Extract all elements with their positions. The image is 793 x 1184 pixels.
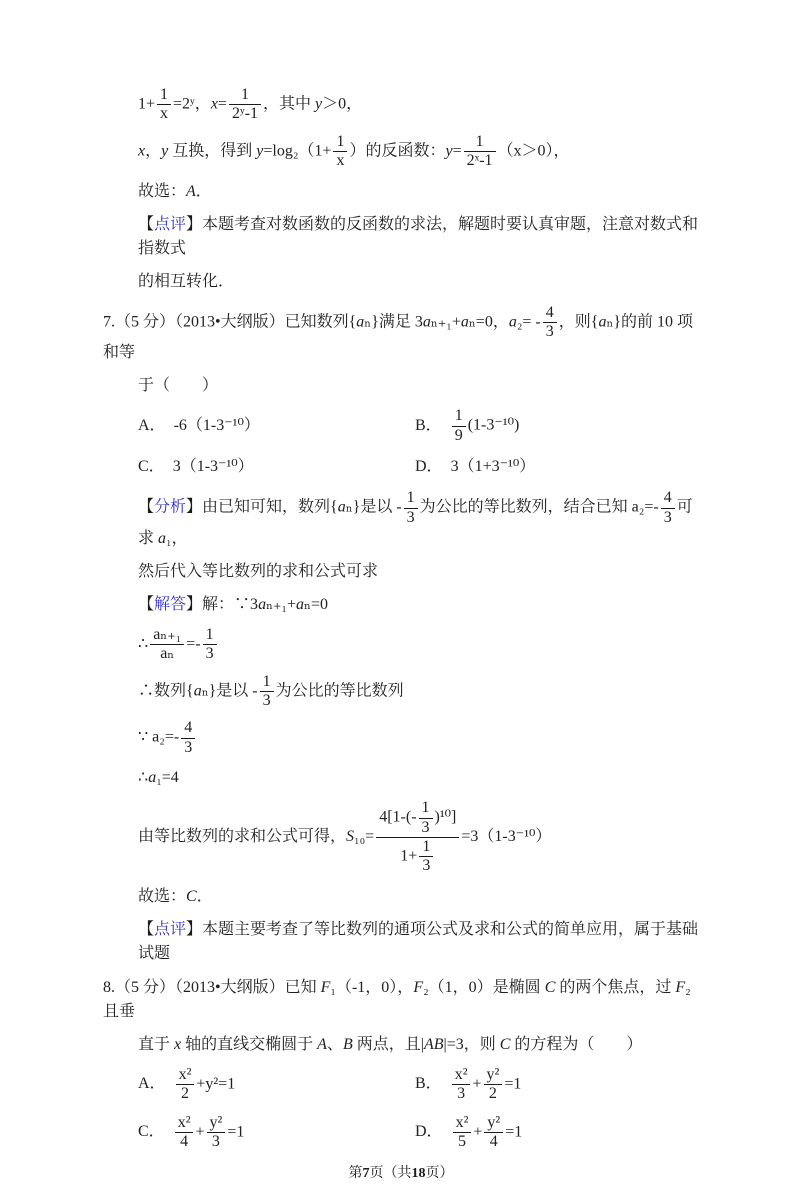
label-bracket-close: 】 bbox=[186, 498, 203, 516]
fraction bbox=[260, 673, 274, 711]
text-run: ₁， bbox=[166, 529, 188, 547]
text-run: 可求 bbox=[138, 498, 693, 547]
numerator: 1 bbox=[404, 489, 418, 508]
variable: A bbox=[317, 1035, 327, 1053]
denominator: 3 bbox=[457, 1085, 466, 1103]
q7-analysis-line-2 bbox=[138, 560, 699, 584]
variable: C bbox=[544, 978, 556, 996]
text-run: 然后代入等比数列的求和公式可求 bbox=[138, 562, 379, 580]
option-text: =1 bbox=[504, 1075, 522, 1093]
text-run: =log₂（1+ bbox=[263, 142, 332, 160]
option-text: +y²=1 bbox=[196, 1075, 236, 1093]
text-run: 故选： bbox=[138, 887, 187, 905]
variable: F bbox=[320, 978, 331, 996]
numerator: y² bbox=[484, 1114, 503, 1133]
text-run: 直于 bbox=[138, 1035, 175, 1053]
q7-analysis-line-1 bbox=[138, 489, 699, 551]
variable: y bbox=[445, 142, 453, 160]
chosen-option: A bbox=[186, 182, 196, 200]
label-text: 解答 bbox=[154, 595, 187, 613]
text-run: 互换，得到 bbox=[168, 142, 257, 160]
numerator bbox=[376, 799, 459, 838]
q6-comment-line bbox=[138, 213, 699, 261]
text-run: 、 bbox=[326, 1035, 343, 1053]
text-run: |=3，则 bbox=[443, 1035, 500, 1053]
text-run: 解：∵3 bbox=[202, 595, 259, 613]
denominator: 3 bbox=[406, 508, 415, 526]
variable: AB bbox=[423, 1035, 444, 1053]
fraction bbox=[543, 304, 557, 342]
numerator: 1 bbox=[203, 626, 217, 645]
denominator: 4 bbox=[180, 1132, 189, 1150]
label-bracket-open: 【 bbox=[138, 215, 155, 233]
text-run: 轴的直线交椭圆于 bbox=[181, 1035, 318, 1053]
fraction bbox=[404, 489, 418, 527]
text-run: 由等比数列的求和公式可得， bbox=[138, 828, 347, 846]
text-run: ∵ a₂=- bbox=[138, 729, 180, 747]
text-run: = bbox=[217, 95, 227, 113]
numerator: 1 bbox=[229, 86, 261, 105]
option-text: 3（1+3⁻¹⁰） bbox=[450, 458, 536, 476]
fraction bbox=[419, 799, 433, 837]
option-text: + bbox=[472, 1075, 482, 1093]
option-text: (1-3⁻¹⁰) bbox=[467, 416, 520, 434]
text-run: 本题主要考查了等比数列的通项公式及求和公式的简单应用，属于基础试题 bbox=[138, 920, 699, 962]
label-text: 点评 bbox=[154, 920, 187, 938]
variable: C bbox=[499, 1035, 511, 1053]
option-letter: A． bbox=[138, 1075, 166, 1093]
fraction bbox=[150, 626, 184, 664]
label-bracket-close: 】 bbox=[186, 595, 203, 613]
numerator: 4 bbox=[181, 719, 195, 738]
q7-solution-line-5 bbox=[138, 766, 699, 790]
option-text: -6（1-3⁻¹⁰） bbox=[173, 417, 260, 435]
variable: a bbox=[422, 313, 431, 331]
option-text: =1 bbox=[227, 1123, 245, 1141]
variable: a bbox=[193, 682, 202, 700]
text-run: ₂ 且垂 bbox=[103, 978, 691, 1020]
q7-option-d bbox=[415, 455, 699, 479]
numerator: 1 bbox=[260, 673, 274, 692]
denominator: 3 bbox=[421, 818, 430, 836]
footer-text: 第 bbox=[348, 1166, 363, 1182]
denominator: 3 bbox=[211, 1132, 220, 1150]
text-run: ， bbox=[145, 142, 162, 160]
text-run: ． bbox=[195, 182, 212, 200]
numerator: y² bbox=[207, 1114, 226, 1133]
big-fraction bbox=[376, 799, 459, 876]
fraction bbox=[452, 407, 466, 445]
q8-option-a bbox=[138, 1066, 415, 1104]
fraction bbox=[464, 133, 496, 171]
denominator: 2ʸ-1 bbox=[231, 105, 259, 123]
q6-formula-line-2 bbox=[138, 133, 699, 171]
denominator: aₙ bbox=[160, 645, 175, 663]
text-run: = bbox=[452, 142, 462, 160]
q8-option-d bbox=[415, 1114, 699, 1152]
label-bracket-close: 】 bbox=[186, 920, 203, 938]
option-letter: B． bbox=[415, 1075, 442, 1093]
fraction bbox=[452, 1066, 471, 1104]
text-run: =3（1-3⁻¹⁰） bbox=[461, 828, 552, 846]
numerator: 1 bbox=[452, 407, 466, 426]
q8-option-b bbox=[415, 1066, 699, 1104]
fraction bbox=[419, 838, 433, 876]
fraction bbox=[229, 86, 261, 124]
variable: a bbox=[337, 498, 346, 516]
denominator: 2 bbox=[180, 1085, 189, 1103]
text-run: 为公比的等比数列 bbox=[275, 682, 404, 700]
variable: x bbox=[174, 1035, 182, 1053]
text-run: 的方程为（ ） bbox=[510, 1035, 643, 1053]
denominator: 3 bbox=[545, 322, 554, 340]
text-run: ₙ=0， bbox=[468, 313, 509, 331]
numerator: x² bbox=[453, 1114, 472, 1133]
text-run: ₂= - bbox=[516, 313, 541, 331]
q7-options-row-2 bbox=[138, 455, 699, 479]
total-pages: 18 bbox=[411, 1166, 426, 1182]
variable: a bbox=[148, 769, 157, 787]
denominator: 9 bbox=[454, 426, 463, 444]
variable: y bbox=[161, 142, 169, 160]
variable: a bbox=[296, 595, 305, 613]
text-run: ． bbox=[196, 887, 213, 905]
label-text: 点评 bbox=[154, 215, 187, 233]
text-run: ₁（-1，0）， bbox=[330, 978, 414, 996]
q7-stem-line-2 bbox=[138, 374, 699, 398]
numerator: 4 bbox=[543, 304, 557, 323]
page-footer bbox=[103, 1163, 699, 1184]
variable: a bbox=[158, 529, 167, 547]
numerator: y² bbox=[484, 1066, 503, 1085]
denominator: 2ˣ-1 bbox=[466, 152, 493, 170]
variable: x bbox=[138, 142, 146, 160]
label-text: 分析 bbox=[154, 498, 187, 516]
text-run: ∴数列{ bbox=[138, 682, 194, 700]
q7-options-row-1 bbox=[138, 407, 699, 445]
denominator: x bbox=[160, 105, 169, 123]
q7-solution-line-2 bbox=[138, 626, 699, 664]
q7-solution-line-6 bbox=[138, 799, 699, 876]
q8-option-c bbox=[138, 1114, 415, 1152]
text-run: （x＞0）， bbox=[497, 142, 570, 160]
fraction bbox=[453, 1114, 472, 1152]
fraction bbox=[333, 133, 347, 171]
text-run: 1+ bbox=[138, 95, 156, 113]
option-letter: C． bbox=[138, 458, 165, 476]
text-run: ₙ₊₁+ bbox=[430, 313, 461, 331]
q8-stem-line-2 bbox=[138, 1033, 699, 1057]
label-bracket-open: 【 bbox=[138, 595, 155, 613]
denominator: 3 bbox=[205, 645, 214, 663]
option-text: + bbox=[473, 1123, 483, 1141]
denominator: 5 bbox=[457, 1132, 466, 1150]
text-run: ∴ bbox=[138, 635, 149, 653]
numerator: 1 bbox=[157, 86, 171, 105]
numerator: 1 bbox=[464, 133, 496, 152]
denominator: 4 bbox=[489, 1132, 498, 1150]
variable: y bbox=[315, 95, 323, 113]
q7-stem-line-1 bbox=[103, 304, 699, 366]
text-run: ，其中 bbox=[263, 95, 316, 113]
question-6-solution-tail bbox=[103, 86, 699, 294]
q6-comment-line-2 bbox=[138, 270, 699, 294]
option-letter: B． bbox=[415, 416, 442, 434]
denominator: 3 bbox=[663, 508, 672, 526]
variable: S bbox=[346, 828, 355, 846]
text-run: ₙ}是以 - bbox=[201, 682, 258, 700]
numerator: 1 bbox=[419, 799, 433, 818]
q8-options-row-2 bbox=[138, 1114, 699, 1152]
text-run: ₙ}是以 - bbox=[345, 498, 402, 516]
denominator: 3 bbox=[184, 738, 193, 756]
question-7 bbox=[103, 304, 699, 966]
text-run: ₂（1，0）是椭圆 bbox=[423, 978, 545, 996]
text-run: 本题考查对数函数的反函数的求法，解题时要认真审题，注意对数式和指数式 bbox=[138, 215, 699, 257]
denominator: 3 bbox=[262, 692, 271, 710]
fraction bbox=[203, 626, 217, 664]
option-text: + bbox=[195, 1123, 205, 1141]
variable: a bbox=[258, 595, 267, 613]
label-bracket-open: 【 bbox=[138, 920, 155, 938]
variable: x bbox=[210, 95, 218, 113]
text-run: ＞0， bbox=[322, 95, 363, 113]
text-run: ₙ}的前 10 项和等 bbox=[103, 313, 694, 362]
answer-label bbox=[138, 596, 202, 613]
variable: a bbox=[598, 313, 607, 331]
denominator: x bbox=[336, 152, 345, 170]
option-text: =1 bbox=[505, 1123, 523, 1141]
chosen-option: C bbox=[186, 887, 197, 905]
option-letter: A． bbox=[138, 417, 166, 435]
fraction bbox=[176, 1066, 195, 1104]
option-text: 3（1-3⁻¹⁰） bbox=[172, 458, 254, 476]
fraction bbox=[175, 1114, 194, 1152]
q7-answer-line bbox=[138, 885, 699, 909]
text-run: =- bbox=[186, 635, 201, 653]
fraction bbox=[484, 1114, 503, 1152]
fraction bbox=[661, 489, 675, 527]
text-run: 故选： bbox=[138, 182, 187, 200]
variable: F bbox=[675, 978, 686, 996]
text-run: 4[1-(- bbox=[379, 808, 417, 826]
text-run: 为公比的等比数列，结合已知 a₂=- bbox=[419, 498, 659, 516]
text-run: 于（ ） bbox=[138, 377, 219, 395]
variable: a bbox=[356, 313, 365, 331]
q7-solution-line-1 bbox=[138, 593, 699, 617]
numerator: 4 bbox=[661, 489, 675, 508]
fraction bbox=[207, 1114, 226, 1152]
text-run: 的两个焦点，过 bbox=[555, 978, 676, 996]
numerator: x² bbox=[176, 1066, 195, 1085]
option-letter: D． bbox=[415, 1123, 443, 1141]
numerator: x² bbox=[452, 1066, 471, 1085]
q7-solution-line-4 bbox=[138, 719, 699, 757]
text-run: ，则{ bbox=[558, 313, 599, 331]
q7-comment-line bbox=[138, 918, 699, 966]
footer-text: 页） bbox=[425, 1166, 454, 1182]
denominator: 3 bbox=[422, 857, 431, 875]
text-run: ）的反函数： bbox=[349, 142, 446, 160]
variable: a bbox=[460, 313, 469, 331]
q7-option-b bbox=[415, 407, 699, 445]
fraction bbox=[484, 1066, 503, 1104]
comment-label bbox=[138, 216, 202, 233]
option-letter: D． bbox=[415, 458, 443, 476]
text-run: ₙ₊₁+ bbox=[266, 595, 297, 613]
text-run: ₙ=0 bbox=[304, 595, 328, 613]
variable: B bbox=[342, 1035, 353, 1053]
q6-answer-line bbox=[138, 180, 699, 204]
label-bracket-open: 【 bbox=[138, 498, 155, 516]
text-run: =2ʸ， bbox=[173, 95, 211, 113]
q7-solution-line-3 bbox=[138, 673, 699, 711]
text-run: 两点，且| bbox=[352, 1035, 424, 1053]
footer-text: 页（共 bbox=[369, 1166, 412, 1182]
text-run: 1+ bbox=[400, 847, 418, 865]
numerator: x² bbox=[175, 1114, 194, 1133]
question-8 bbox=[103, 976, 699, 1152]
text-run: 由已知可知，数列{ bbox=[202, 498, 338, 516]
text-run: 8.（5 分）（2013•大纲版）已知 bbox=[103, 978, 321, 996]
analysis-label bbox=[138, 499, 202, 516]
q8-options-row-1 bbox=[138, 1066, 699, 1104]
text-run: )¹⁰] bbox=[434, 808, 457, 826]
text-run: ₙ}满足 3 bbox=[364, 313, 423, 331]
text-run: ∴ bbox=[138, 769, 149, 787]
numerator: 1 bbox=[333, 133, 347, 152]
q7-option-c bbox=[138, 455, 415, 479]
text-run: ₁=4 bbox=[156, 769, 179, 787]
q8-stem-line-1 bbox=[103, 976, 699, 1024]
text-run: ₁₀= bbox=[354, 828, 375, 846]
fraction bbox=[181, 719, 195, 757]
page-number: 7 bbox=[362, 1166, 370, 1182]
variable: y bbox=[256, 142, 264, 160]
numerator: 1 bbox=[419, 838, 433, 857]
text-run: 的相互转化． bbox=[138, 272, 235, 290]
denominator: 2 bbox=[488, 1085, 497, 1103]
fraction bbox=[157, 86, 171, 124]
text-run: 7.（5 分）（2013•大纲版）已知数列{ bbox=[103, 313, 357, 331]
denominator bbox=[376, 838, 459, 876]
label-bracket-close: 】 bbox=[186, 215, 203, 233]
comment-label bbox=[138, 921, 202, 938]
variable: F bbox=[413, 978, 424, 996]
q6-formula-line-1 bbox=[138, 86, 699, 124]
variable: a bbox=[508, 313, 517, 331]
option-letter: C． bbox=[138, 1123, 165, 1141]
q7-option-a bbox=[138, 414, 415, 438]
numerator: aₙ₊₁ bbox=[150, 626, 184, 645]
